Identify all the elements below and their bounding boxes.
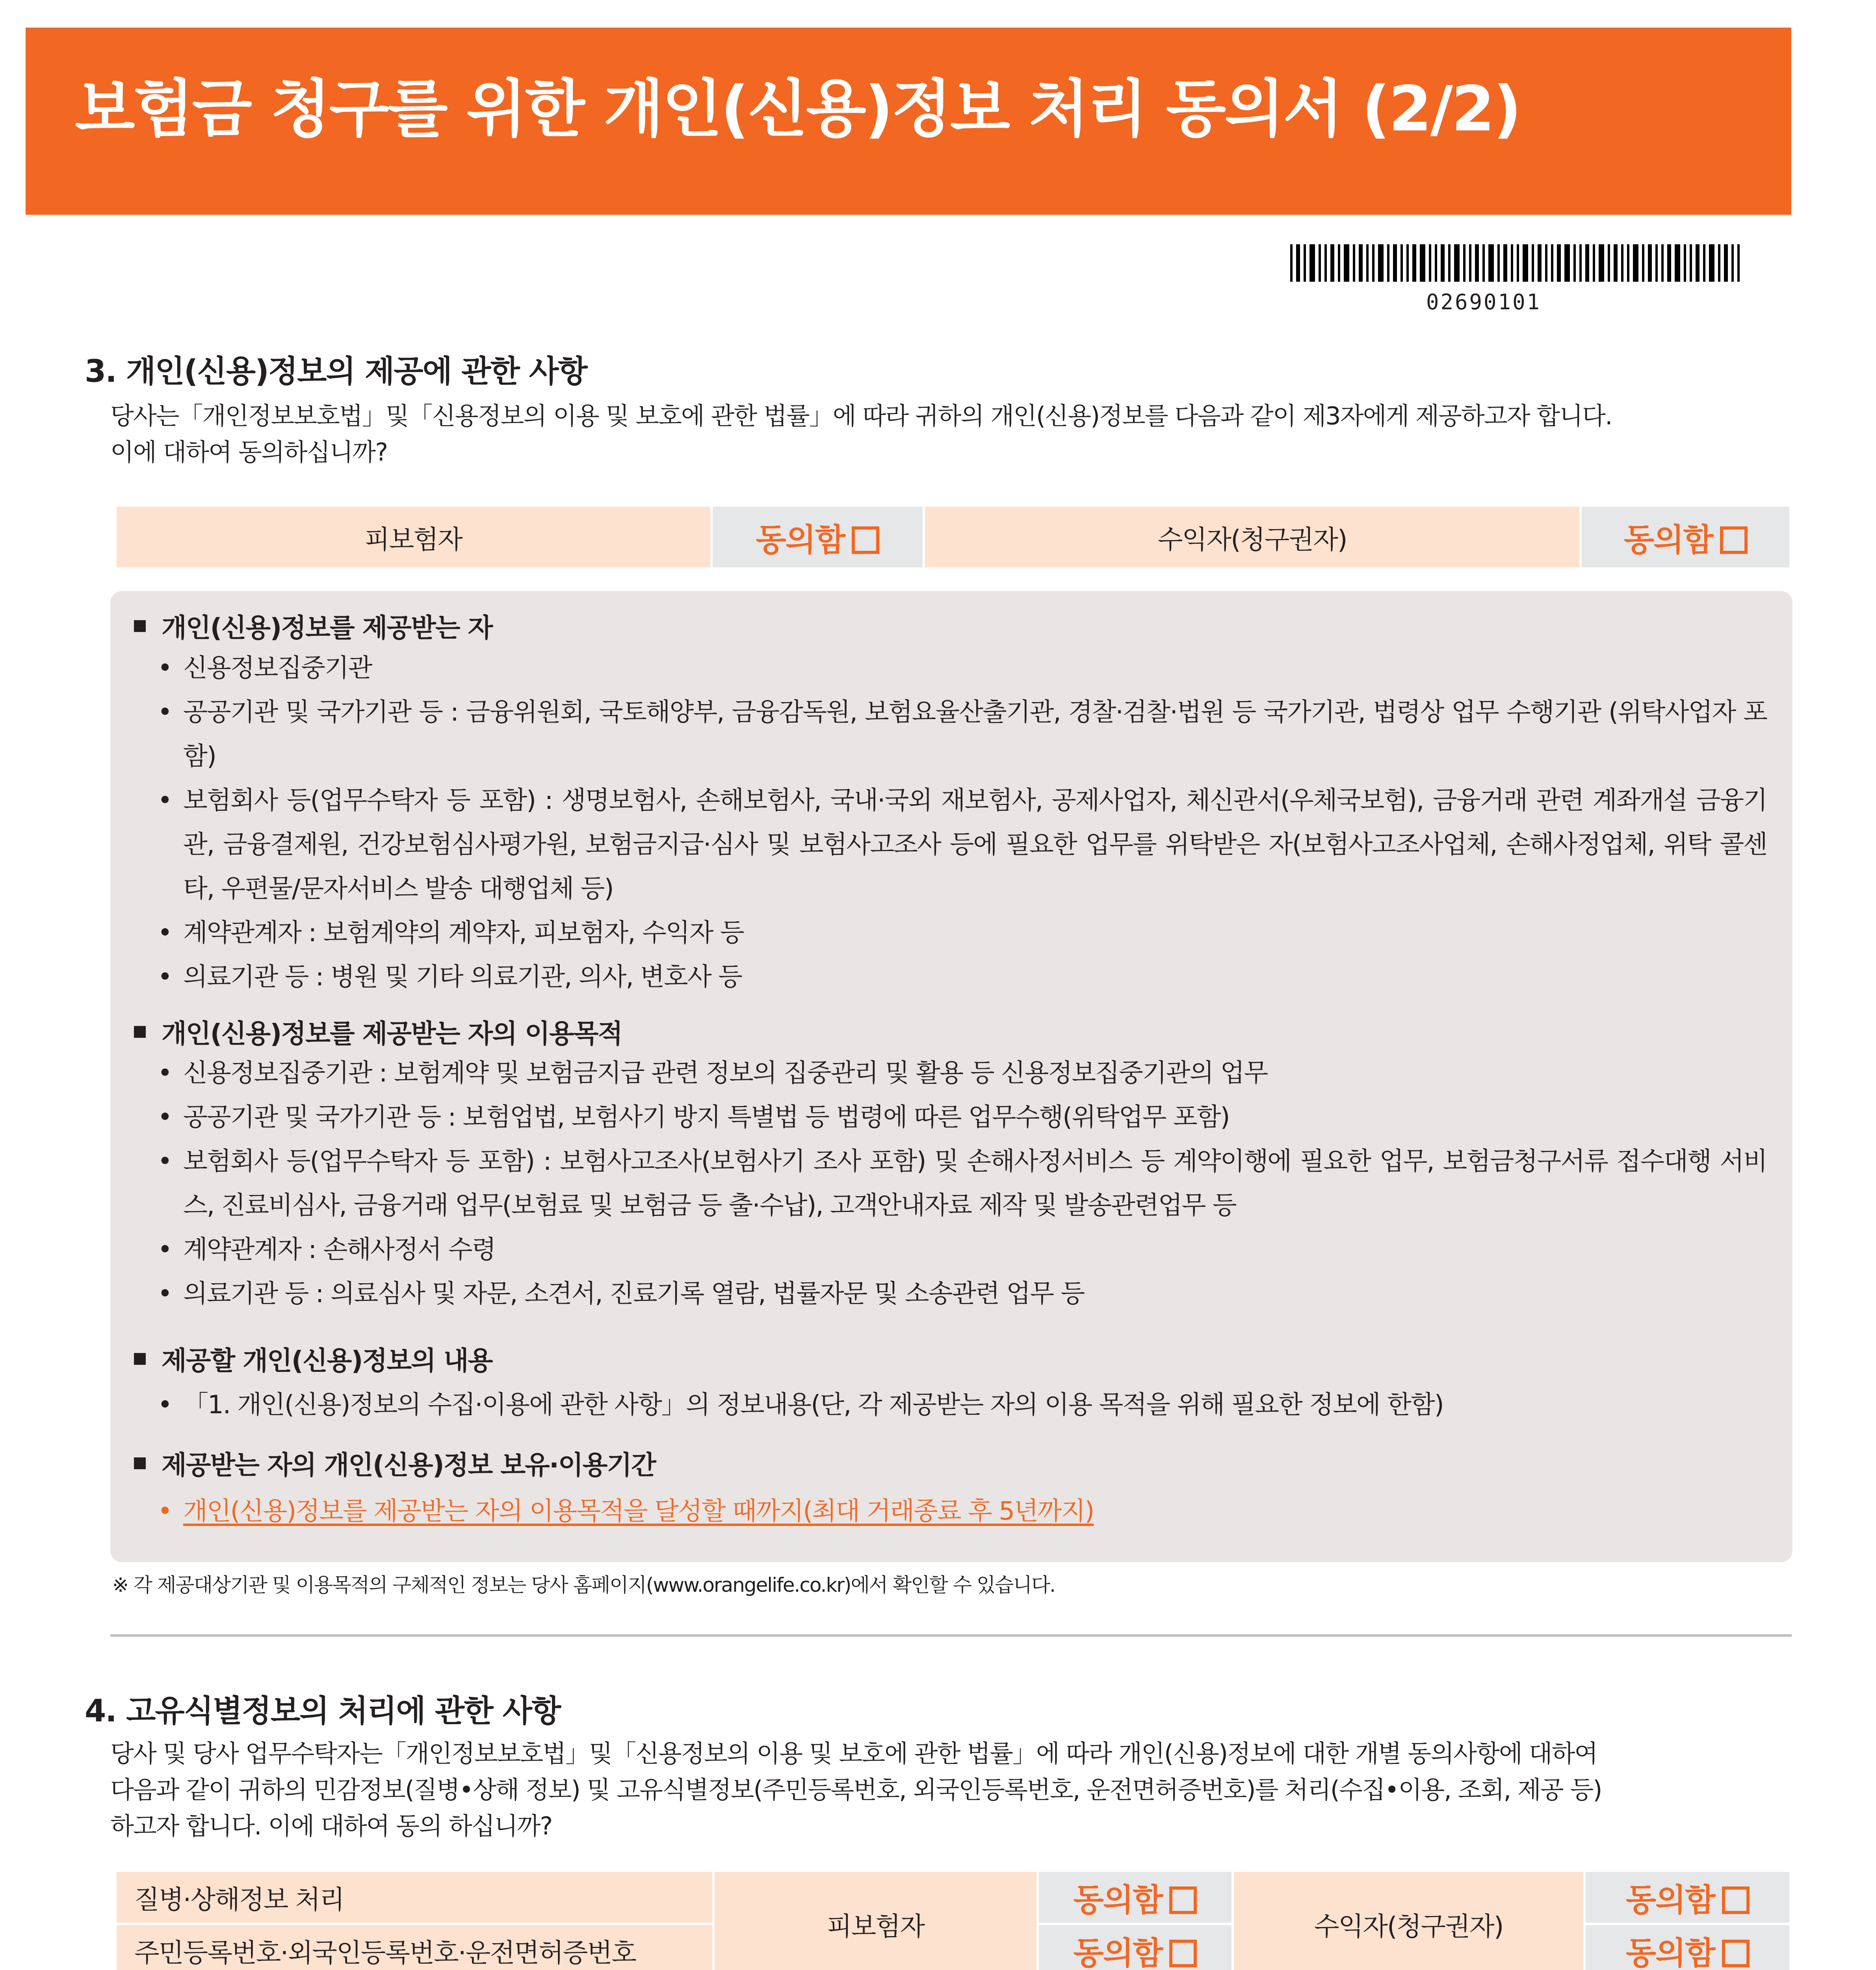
group-heading (134, 607, 492, 644)
barcode-bar (1573, 244, 1576, 282)
barcode-bar (1482, 244, 1485, 282)
barcode-bar (1538, 244, 1542, 282)
barcode-bar (1344, 244, 1349, 282)
barcode-bar (1593, 244, 1595, 282)
barcode-bar (1290, 244, 1293, 282)
section3-note: ※ 각 제공대상기관 및 이용목적의 구체적인 정보는 당사 홈페이지(www.orangelife.co.kr)에서 확인할 수 있습니다. (112, 1574, 1055, 1596)
agree-label: 동의함 (1073, 1935, 1163, 1970)
barcode-bar (1648, 244, 1652, 282)
barcode-bar (1387, 244, 1389, 282)
list-item: • 보험회사 등(업무수탁자 등 포함) : 보험사고조사(보험사기 조사 포함) 및 손해사정서비스 등 계약이행에 필요한 업무, 보험금청구서류 접수대행 서비스, 진료비심사, 금융거래 업무(보험료 및 보험금 등 출·수납), 고객안내자료 제작 및 발송관련업무 등 (183, 1139, 1767, 1228)
bullet-icon: • (158, 1390, 172, 1420)
barcode-bar (1599, 244, 1604, 282)
barcode-bar (1435, 244, 1437, 282)
barcode-bar (1608, 244, 1610, 282)
section3-consent-table (114, 504, 1792, 570)
group-heading-text: 제공할 개인(신용)정보의 내용 (162, 1346, 492, 1376)
agree-label: 동의함 (1073, 1882, 1163, 1918)
bullet-icon: • (158, 1103, 172, 1132)
barcode-bar (1406, 244, 1409, 282)
barcode-bar (1557, 244, 1561, 282)
barcode-bar (1684, 244, 1686, 282)
barcode-bar (1441, 244, 1445, 282)
section4-consent-table (114, 1870, 1792, 1970)
barcode-bar (1737, 244, 1740, 282)
list-item: • 보험회사 등(업무수탁자 등 포함) : 생명보험사, 손해보험사, 국내·국외 재보험사, 공제사업자, 체신관서(우체국보험), 금융거래 관련 계좌개설 금융기관, 금융결제원, 건강보험심사평가원, 보험금지급·심사 및 보험사고조사 등에 필요한 업무를 위탁받은 자(보험사고조사업체, 손해사정업체, 위탁 콜센타, 우편물/문자서비스 발송 대행업체 등) (183, 779, 1767, 911)
barcode-bar (1551, 244, 1553, 282)
group-heading (134, 1444, 656, 1481)
section4-intro-1: 당사 및 당사 업무수탁자는「개인정보보호법」및「신용정보의 이용 및 보호에 관한 법률」에 따라 개인(신용)정보에 대한 개별 동의사항에 대하여 (110, 1739, 1597, 1768)
barcode-bar (1731, 244, 1734, 282)
beneficiary-label: 수익자(청구권자) (1233, 1871, 1585, 1970)
barcode-bar (1497, 244, 1500, 282)
unique-id-label: 주민등록번호·외국인등록번호·운전면허증번호 (115, 1924, 713, 1970)
list-item: • 신용정보집중기관 : 보험계약 및 보험금지급 관련 정보의 집중관리 및 활용 등 신용정보집중기관의 업무 (183, 1051, 1767, 1095)
barcode-bar (1475, 244, 1479, 282)
barcode-bar (1627, 244, 1629, 282)
insured-label: 피보험자 (115, 506, 711, 569)
sensitive-info-label: 질병·상해정보 처리 (115, 1871, 713, 1924)
section-divider (110, 1634, 1792, 1637)
insured-unique-id-agree-checkbox[interactable] (1038, 1924, 1233, 1970)
bullet-icon: • (158, 918, 172, 948)
barcode-bar (1359, 244, 1363, 282)
barcode-bar (1667, 244, 1671, 282)
section3-title: 3. 개인(신용)정보의 제공에 관한 사항 (85, 354, 587, 389)
barcode-bar (1661, 244, 1664, 282)
barcode-bar (1366, 244, 1369, 282)
beneficiary-agree-checkbox[interactable] (1581, 506, 1791, 569)
bullet-icon: • (158, 1235, 172, 1264)
list-item: • 공공기관 및 국가기관 등 : 보험업법, 보험사기 방지 특별법 등 법령에 따른 업무수행(위탁업무 포함) (183, 1095, 1767, 1139)
barcode-bar (1724, 244, 1728, 282)
beneficiary-sensitive-agree-checkbox[interactable] (1584, 1871, 1791, 1924)
bullet-icon: • (158, 786, 172, 815)
bullet-icon: • (158, 963, 172, 992)
barcode-bar (1523, 244, 1528, 282)
barcode-bar (1393, 244, 1397, 282)
list-item: • 신용정보집중기관 (183, 646, 1767, 690)
section4-intro-3: 하고자 합니다. 이에 대하여 동의 하십니까? (110, 1812, 552, 1840)
square-bullet-icon (134, 620, 146, 632)
barcode-bar (1614, 244, 1618, 282)
beneficiary-label: 수익자(청구권자) (924, 506, 1581, 569)
barcode-bar (1400, 244, 1403, 282)
barcode-bar (1675, 244, 1680, 282)
barcode-bar (1412, 244, 1416, 282)
barcode-bar (1338, 244, 1340, 282)
group-heading-text: 개인(신용)정보를 제공받는 자 (162, 613, 492, 643)
bullet-icon: • (158, 1497, 172, 1526)
barcode-bar (1429, 244, 1431, 282)
bullet-icon: • (158, 1059, 172, 1088)
barcode-bar (1503, 244, 1507, 282)
list-item: • 의료기관 등 : 의료심사 및 자문, 소견서, 진료기록 열람, 법률자문 및 소송관련 업무 등 (183, 1272, 1767, 1316)
barcode-bar (1330, 244, 1334, 282)
list-item: • 의료기관 등 : 병원 및 기타 의료기관, 의사, 변호사 등 (183, 955, 1767, 999)
barcode-bar (1378, 244, 1384, 282)
barcode-bar (1709, 244, 1714, 282)
group-heading (134, 1013, 622, 1050)
barcode-bar (1420, 244, 1425, 282)
agree-label: 동의함 (1625, 1935, 1715, 1970)
barcode-bar (1304, 244, 1306, 282)
barcode-bar (1585, 244, 1589, 282)
page-title: 보험금 청구를 위한 개인(신용)정보 처리 동의서 (2/2) (75, 73, 1520, 145)
insured-sensitive-agree-checkbox[interactable] (1038, 1871, 1233, 1924)
bullet-icon: • (158, 1147, 172, 1176)
barcode-bar (1703, 244, 1705, 282)
barcode-number: 02690101 (1426, 290, 1542, 314)
list-item: • 계약관계자 : 보험계약의 계약자, 피보험자, 수익자 등 (183, 911, 1767, 955)
barcode-bar (1690, 244, 1692, 282)
barcode-bar (1309, 244, 1315, 282)
barcode-bar (1532, 244, 1534, 282)
barcode-bar (1579, 244, 1582, 282)
group-heading (134, 1340, 492, 1377)
barcode-bar (1517, 244, 1519, 282)
agree-label: 동의함 (756, 521, 845, 558)
checkbox-icon (1722, 1886, 1750, 1914)
checkbox-icon (1169, 1886, 1197, 1914)
section3-intro-1: 당사는「개인정보보호법」및「신용정보의 이용 및 보호에 관한 법률」에 따라 귀하의 개인(신용)정보를 다음과 같이 제3자에게 제공하고자 합니다. (110, 401, 1612, 430)
square-bullet-icon (134, 1026, 146, 1038)
insured-agree-checkbox[interactable] (711, 506, 924, 569)
barcode-bar (1463, 244, 1466, 282)
checkbox-icon (1169, 1940, 1197, 1967)
barcode-bar (1324, 244, 1327, 282)
section4-intro-2: 다음과 같이 귀하의 민감정보(질병•상해 정보) 및 고유식별정보(주민등록번호, 외국인등록번호, 운전면허증번호)를 처리(수집•이용, 조회, 제공 등) (110, 1775, 1602, 1804)
insured-label: 피보험자 (713, 1871, 1038, 1970)
list-item: • 공공기관 및 국가기관 등 : 금융위원회, 국토해양부, 금융감독원, 보험요율산출기관, 경찰·검찰·법원 등 국가기관, 법령상 업무 수행기관 (위탁사업자 포함) (183, 690, 1767, 779)
list-item: • 「1. 개인(신용)정보의 수집·이용에 관한 사항」의 정보내용(단, 각 제공받는 자의 이용 목적을 위해 필요한 정보에 한함) (183, 1383, 1767, 1427)
agree-label: 동의함 (1623, 521, 1713, 558)
checkbox-icon (852, 526, 879, 554)
barcode-bar (1353, 244, 1355, 282)
bullet-icon: • (158, 654, 172, 683)
bullet-icon: • (158, 698, 172, 727)
bullet-icon: • (158, 1279, 172, 1308)
agree-label: 동의함 (1625, 1882, 1715, 1918)
barcode-bar (1488, 244, 1494, 282)
barcode-bar (1642, 244, 1644, 282)
group-heading-text: 개인(신용)정보를 제공받는 자의 이용목적 (162, 1018, 622, 1049)
barcode-bar (1511, 244, 1513, 282)
barcode-bar (1448, 244, 1451, 282)
barcode-bar (1545, 244, 1547, 282)
barcode-bar (1564, 244, 1570, 282)
barcode-bar (1296, 244, 1300, 282)
barcode-bar (1696, 244, 1700, 282)
square-bullet-icon (134, 1457, 146, 1469)
barcode-bar (1718, 244, 1720, 282)
barcode-bar (1319, 244, 1321, 282)
barcode-bar (1655, 244, 1658, 282)
beneficiary-unique-id-agree-checkbox[interactable] (1584, 1924, 1791, 1970)
section3-intro-2: 이에 대하여 동의하십니까? (110, 438, 388, 466)
list-item: • 계약관계자 : 손해사정서 수령 (183, 1228, 1767, 1272)
barcode-bar (1621, 244, 1623, 282)
barcode (1290, 244, 1783, 282)
barcode-bar (1454, 244, 1460, 282)
square-bullet-icon (134, 1353, 146, 1365)
checkbox-icon (1722, 1940, 1750, 1967)
section4-title: 4. 고유식별정보의 처리에 관한 사항 (85, 1693, 561, 1729)
group-heading-text: 제공받는 자의 개인(신용)정보 보유·이용기간 (162, 1450, 656, 1480)
barcode-bar (1469, 244, 1471, 282)
retention-period-item: • 개인(신용)정보를 제공받는 자의 이용목적을 달성할 때까지(최대 거래종료 후 5년까지) (183, 1489, 1767, 1533)
checkbox-icon (1720, 526, 1748, 554)
barcode-bar (1372, 244, 1374, 282)
barcode-bar (1633, 244, 1638, 282)
